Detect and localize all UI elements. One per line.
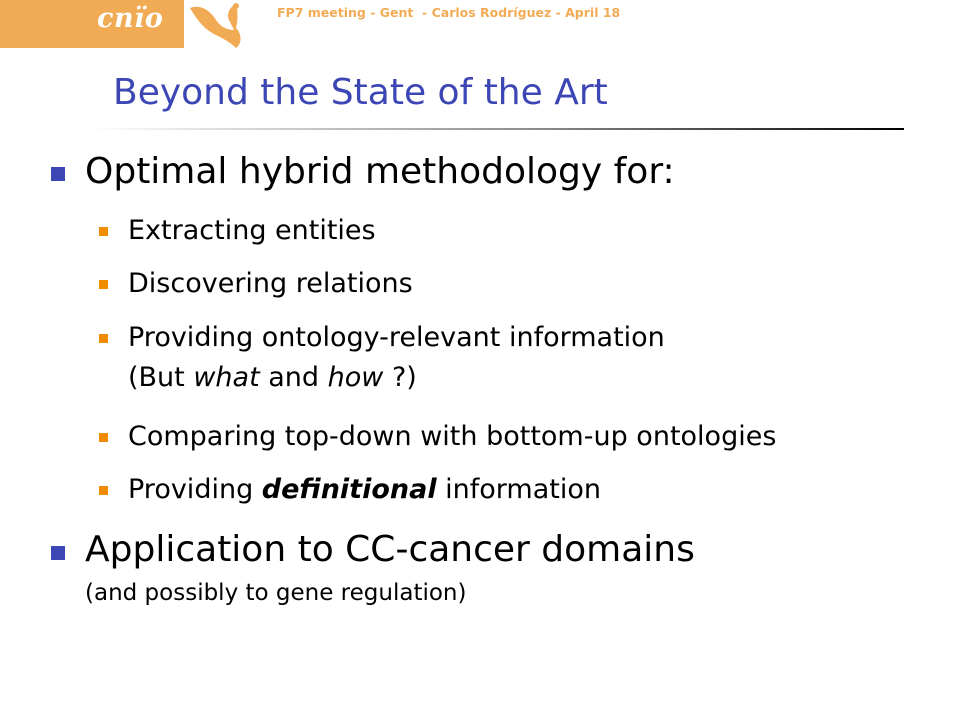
emphasis-definitional: definitional [261, 474, 437, 505]
sub-bullet-marker [99, 486, 108, 495]
text-segment: ?) [383, 362, 417, 393]
sub-bullet-text: Comparing top-down with bottom-up ontologies [128, 421, 777, 452]
sub-bullet-marker [99, 334, 108, 343]
sub-bullet-text: Extracting entities [128, 215, 376, 246]
bullet-marker [51, 167, 65, 181]
slide-title: Beyond the State of the Art [113, 72, 608, 113]
bullet-subtext: (and possibly to gene regulation) [85, 580, 467, 606]
bullet-text: Optimal hybrid methodology for: [85, 151, 675, 192]
sub-bullet-text [128, 470, 601, 510]
emphasis-what: what [193, 362, 260, 393]
title-divider [88, 128, 904, 130]
text-segment: (But [128, 362, 194, 393]
sub-bullet-text: Discovering relations [128, 268, 413, 299]
sub-bullet-text: Providing ontology-relevant information [128, 322, 665, 353]
header-logo-box [0, 0, 184, 48]
sub-bullet-marker [99, 280, 108, 289]
text-segment: information [436, 474, 601, 505]
sub-bullet-marker [99, 227, 108, 236]
sub-bullet-marker [99, 433, 108, 442]
text-segment: and [259, 362, 328, 393]
bullet-marker [51, 546, 65, 560]
cnio-logo: cnïo [97, 3, 164, 34]
sub-bullet-text-continuation [128, 358, 417, 398]
bullet-text: Application to CC-cancer domains [85, 529, 695, 570]
text-segment: Providing [128, 474, 262, 505]
emphasis-how: how [327, 362, 384, 393]
mascot-logo-icon [186, 0, 246, 52]
meeting-header-text: FP7 meeting - Gent - Carlos Rodríguez - April 18 [277, 5, 621, 20]
